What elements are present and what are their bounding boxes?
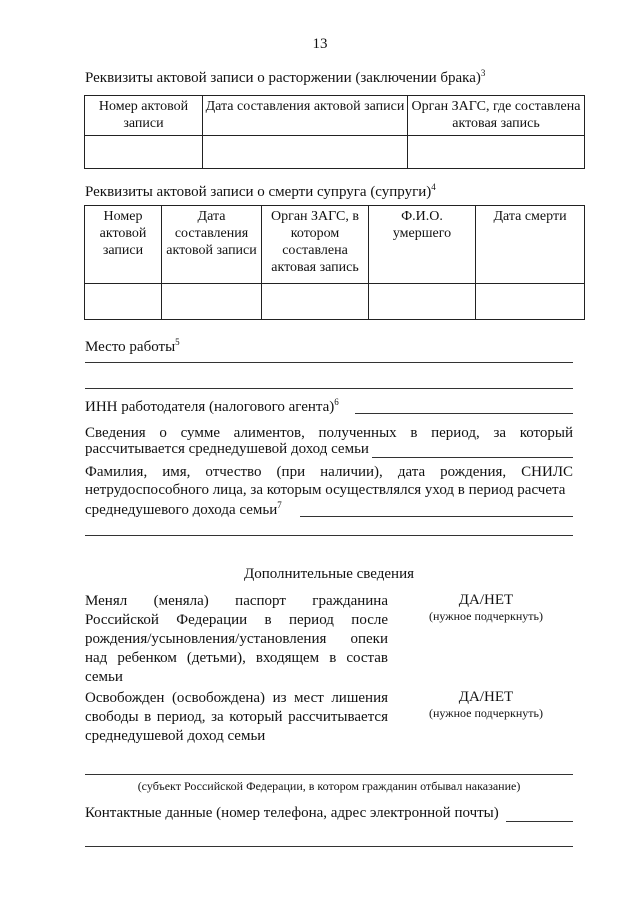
- contacts-underline-2: [85, 846, 573, 847]
- footnote-marker: 3: [480, 68, 486, 78]
- caretaker-line-2: нетрудоспособного лица, за которым осуществлялся уход в период расчета: [85, 482, 566, 498]
- header-cell: Дата составления актовой записи: [162, 206, 262, 284]
- region-underline: [85, 774, 573, 775]
- header-cell: Орган ЗАГС, где составлена актовая запись: [408, 96, 585, 136]
- alimony-underline: [372, 457, 573, 458]
- header-cell: Ф.И.О. умершего: [369, 206, 476, 284]
- contacts-label: Контактные данные (номер телефона, адрес электронной почты): [85, 805, 499, 821]
- region-caption: (субъект Российской Федерации, в котором гражданин отбывал наказание): [137, 779, 521, 793]
- yes-no-option[interactable]: ДА/НЕТ: [458, 689, 514, 705]
- caretaker-line-3-text: среднедушевого дохода семьи: [85, 502, 278, 518]
- table-cell[interactable]: [162, 284, 262, 320]
- table-header-row: [85, 206, 585, 284]
- prison-release-question: Освобожден (освобождена) из мест лишения свободы в период, за который рассчитывается среднедушевой доход семьи: [85, 690, 388, 744]
- footnote-marker: 6: [334, 397, 339, 407]
- header-cell: Дата смерти: [476, 206, 585, 284]
- table-row: [85, 136, 585, 169]
- passport-change-question: Менял (меняла) паспорт гражданина Российской Федерации в период после рождения/усыновления/установления опеки над ребенком (детьми), входящем в состав семьи: [85, 593, 388, 685]
- table-cell[interactable]: [85, 136, 203, 169]
- caretaker-underline-2: [85, 535, 573, 536]
- death-record-table: [84, 205, 585, 320]
- page-number: 13: [312, 36, 328, 52]
- caretaker-underline: [300, 516, 573, 517]
- underline-hint: (нужное подчеркнуть): [429, 706, 543, 720]
- workplace-label: [85, 337, 180, 356]
- header-cell: Номер актовой записи: [85, 206, 162, 284]
- workplace-underline: [85, 362, 573, 363]
- marriage-section-title-text: Реквизиты актовой записи о расторжении (заключении брака): [85, 70, 481, 86]
- employer-inn-underline: [355, 413, 573, 414]
- header-cell: Орган ЗАГС, в котором составлена актовая запись: [262, 206, 369, 284]
- contacts-underline: [506, 821, 573, 822]
- workplace-label-text: Место работы: [85, 339, 176, 355]
- additional-section-title: Дополнительные сведения: [243, 566, 414, 582]
- table-cell[interactable]: [369, 284, 476, 320]
- table-header-row: [85, 96, 585, 136]
- marriage-record-table: [84, 95, 585, 169]
- header-cell: Дата составления актовой записи: [203, 96, 408, 136]
- header-cell: Номер актовой записи: [85, 96, 203, 136]
- table-cell[interactable]: [476, 284, 585, 320]
- workplace-underline-2: [85, 388, 573, 389]
- death-section-title: [85, 182, 436, 201]
- table-cell[interactable]: [203, 136, 408, 169]
- death-section-title-text: Реквизиты актовой записи о смерти супруга (супруги): [85, 184, 432, 200]
- table-row: [85, 284, 585, 320]
- alimony-line-2: рассчитывается среднедушевой доход семьи: [85, 441, 369, 457]
- alimony-line-1: Сведения о сумме алиментов, полученных в период, за который: [85, 425, 573, 441]
- underline-hint: (нужное подчеркнуть): [429, 609, 543, 623]
- employer-inn-label-text: ИНН работодателя (налогового агента): [85, 399, 335, 415]
- marriage-section-title: [85, 68, 485, 87]
- footnote-marker: 5: [175, 337, 180, 347]
- passport-change-answer: [400, 592, 572, 624]
- yes-no-option[interactable]: ДА/НЕТ: [458, 592, 514, 608]
- table-cell[interactable]: [85, 284, 162, 320]
- prison-release-answer: [400, 689, 572, 721]
- caretaker-line-3: [85, 500, 282, 519]
- table-cell[interactable]: [408, 136, 585, 169]
- footnote-marker: 7: [277, 500, 282, 510]
- footnote-marker: 4: [431, 182, 436, 192]
- caretaker-line-1: Фамилия, имя, отчество (при наличии), дата рождения, СНИЛС: [85, 464, 573, 480]
- table-cell[interactable]: [262, 284, 369, 320]
- employer-inn-label: [85, 397, 339, 416]
